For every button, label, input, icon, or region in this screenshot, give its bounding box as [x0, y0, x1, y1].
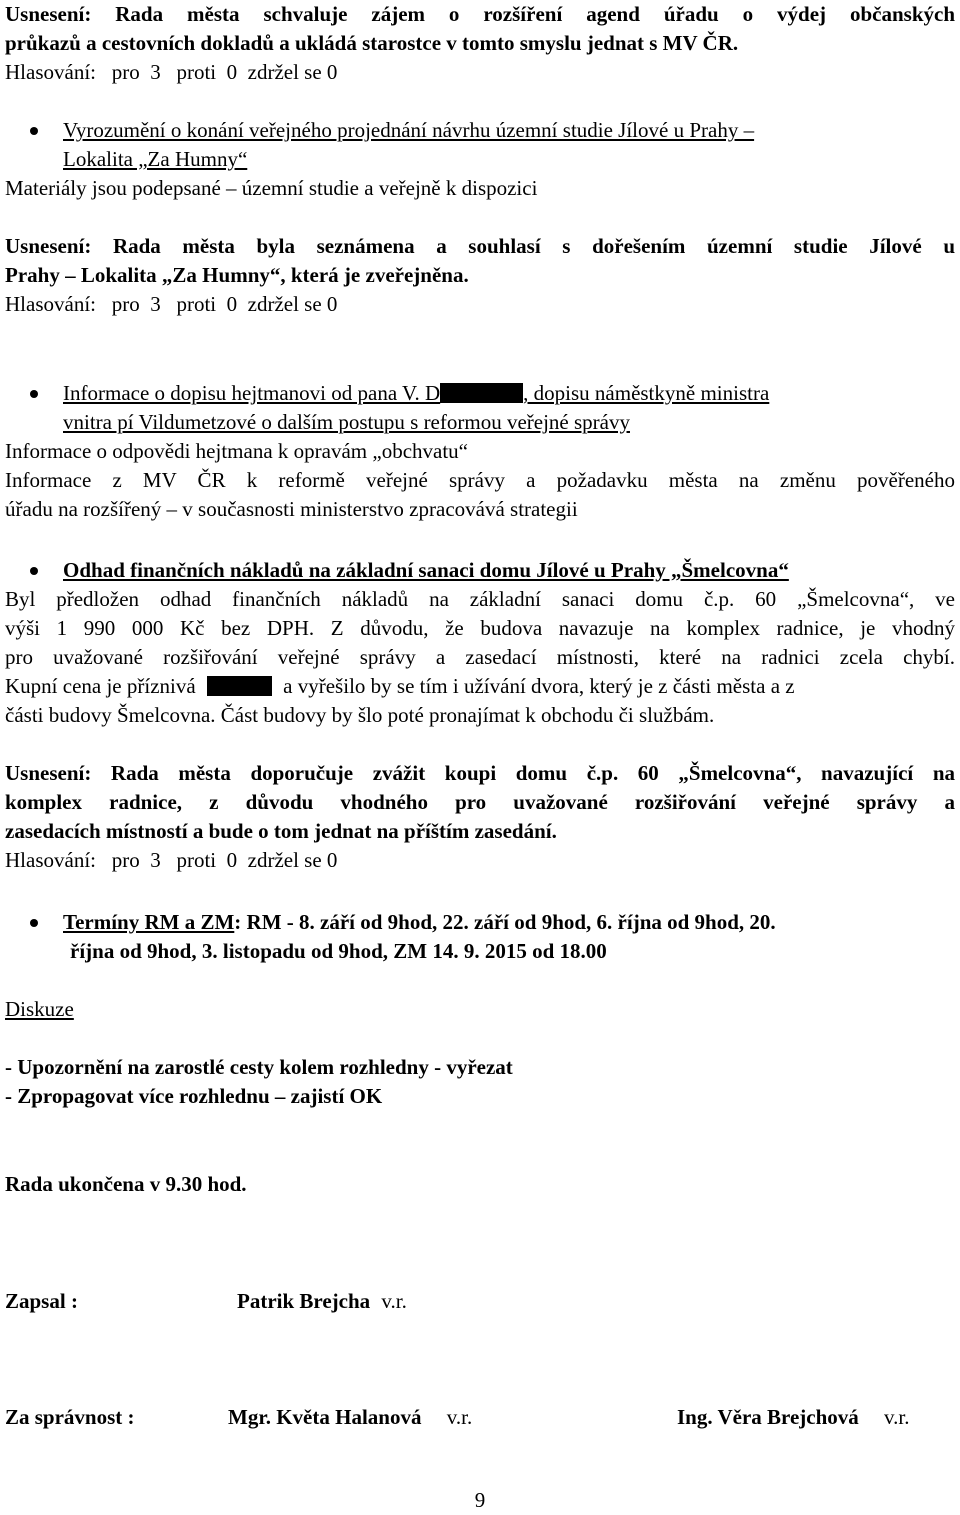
vr-mark: v.r.: [884, 1405, 910, 1429]
discussion-item: - Zpropagovat více rozhlednu – zajistí OK: [5, 1084, 383, 1108]
section-title: [63, 379, 955, 408]
bullet-icon: [30, 390, 38, 398]
vote-result: Hlasování: pro 3 proti 0 zdržel se 0: [5, 60, 338, 84]
bullet-icon: [30, 567, 38, 575]
verifier-signature: [228, 1403, 472, 1432]
section-title: října od 9hod, 3. listopadu od 9hod, ZM 14. 9. 2015 od 18.00: [70, 939, 607, 963]
resolution-text: Usnesení: Rada města doporučuje zvážit koupi domu č.p. 60 „Šmelcovna“, navazující na: [5, 761, 955, 785]
vr-mark: v.r.: [381, 1289, 407, 1313]
section-text: pro uvažované rozšiřování veřejné správy a zasedací místnosti, které na radnici zcela chybí.: [5, 645, 955, 669]
section-title-part: : RM - 8. září od 9hod, 22. září od 9hod, 6. října od 9hod, 20.: [234, 910, 776, 934]
section-text: úřadu na rozšířený – v současnosti ministerstvo zpracovává strategii: [5, 497, 578, 521]
section-text-part: a vyřešilo by se tím i užívání dvora, který je z části města a z: [283, 674, 795, 698]
section-title: Vyrozumění o konání veřejného projednání návrhu územní studie Jílové u Prahy –: [63, 118, 755, 142]
bullet-icon: [30, 127, 38, 135]
bullet-icon: [30, 919, 38, 927]
section-text: Informace z MV ČR k reformě veřejné správy a požadavku města na změnu pověřeného: [5, 468, 955, 492]
redaction-mark: [207, 676, 272, 696]
section-title: vnitra pí Vildumetzové o dalším postupu s reformou veřejné správy: [63, 410, 630, 434]
recorded-by-signature: [237, 1287, 407, 1316]
resolution-text: zasedacích místností a bude o tom jednat na příštím zasedání.: [5, 819, 557, 843]
vote-result: Hlasování: pro 3 proti 0 zdržel se 0: [5, 292, 338, 316]
verifier-name: Ing. Věra Brejchová: [677, 1405, 859, 1429]
section-text: Materiály jsou podepsané – územní studie a veřejně k dispozici: [5, 176, 538, 200]
verifier-name: Mgr. Květa Halanová: [228, 1405, 422, 1429]
redaction-mark: [440, 383, 523, 403]
verified-by-label: Za správnost :: [5, 1405, 135, 1429]
discussion-item: - Upozornění na zarostlé cesty kolem rozhledny - vyřezat: [5, 1055, 513, 1079]
section-title-part: Termíny RM a ZM: [63, 910, 235, 934]
section-text: [5, 672, 955, 701]
verifier-signature: [677, 1403, 910, 1432]
resolution-text: Usnesení: Rada města byla seznámena a souhlasí s dořešením územní studie Jílové u: [5, 234, 955, 258]
closing-text: Rada ukončena v 9.30 hod.: [5, 1172, 247, 1196]
section-title: Lokalita „Za Humny“: [63, 147, 248, 171]
recorder-name: Patrik Brejcha: [237, 1289, 371, 1313]
section-text: výši 1 990 000 Kč bez DPH. Z důvodu, že budova navazuje na komplex radnice, je vhodný: [5, 616, 955, 640]
recorded-by-label: Zapsal :: [5, 1289, 78, 1313]
resolution-text: komplex radnice, z důvodu vhodného pro uvažované rozšiřování veřejné správy a: [5, 790, 955, 814]
page-number: 9: [474, 1488, 486, 1512]
vr-mark: v.r.: [446, 1405, 473, 1429]
section-text: Byl předložen odhad finančních nákladů na základní sanaci domu č.p. 60 „Šmelcovna“, ve: [5, 587, 955, 611]
resolution-text: Prahy – Lokalita „Za Humny“, která je zveřejněna.: [5, 263, 469, 287]
resolution-text: Usnesení: Rada města schvaluje zájem o rozšíření agend úřadu o výdej občanských: [5, 2, 955, 26]
discussion-heading: Diskuze: [5, 997, 74, 1021]
vote-result: Hlasování: pro 3 proti 0 zdržel se 0: [5, 848, 338, 872]
section-text-part: Kupní cena je příznivá: [5, 674, 196, 698]
section-text: části budovy Šmelcovna. Část budovy by šlo poté pronajímat k obchodu či službám.: [5, 703, 715, 727]
resolution-text: průkazů a cestovních dokladů a ukládá starostce v tomto smyslu jednat s MV ČR.: [5, 31, 739, 55]
section-title-part: , dopisu náměstkyně ministra: [523, 381, 770, 405]
section-text: Informace o odpovědi hejtmana k opravám „obchvatu“: [5, 439, 468, 463]
section-title-part: Informace o dopisu hejtmanovi od pana V. D: [63, 381, 441, 405]
section-title: Odhad finančních nákladů na základní sanaci domu Jílové u Prahy „Šmelcovna“: [63, 558, 789, 582]
section-title: [63, 908, 955, 937]
